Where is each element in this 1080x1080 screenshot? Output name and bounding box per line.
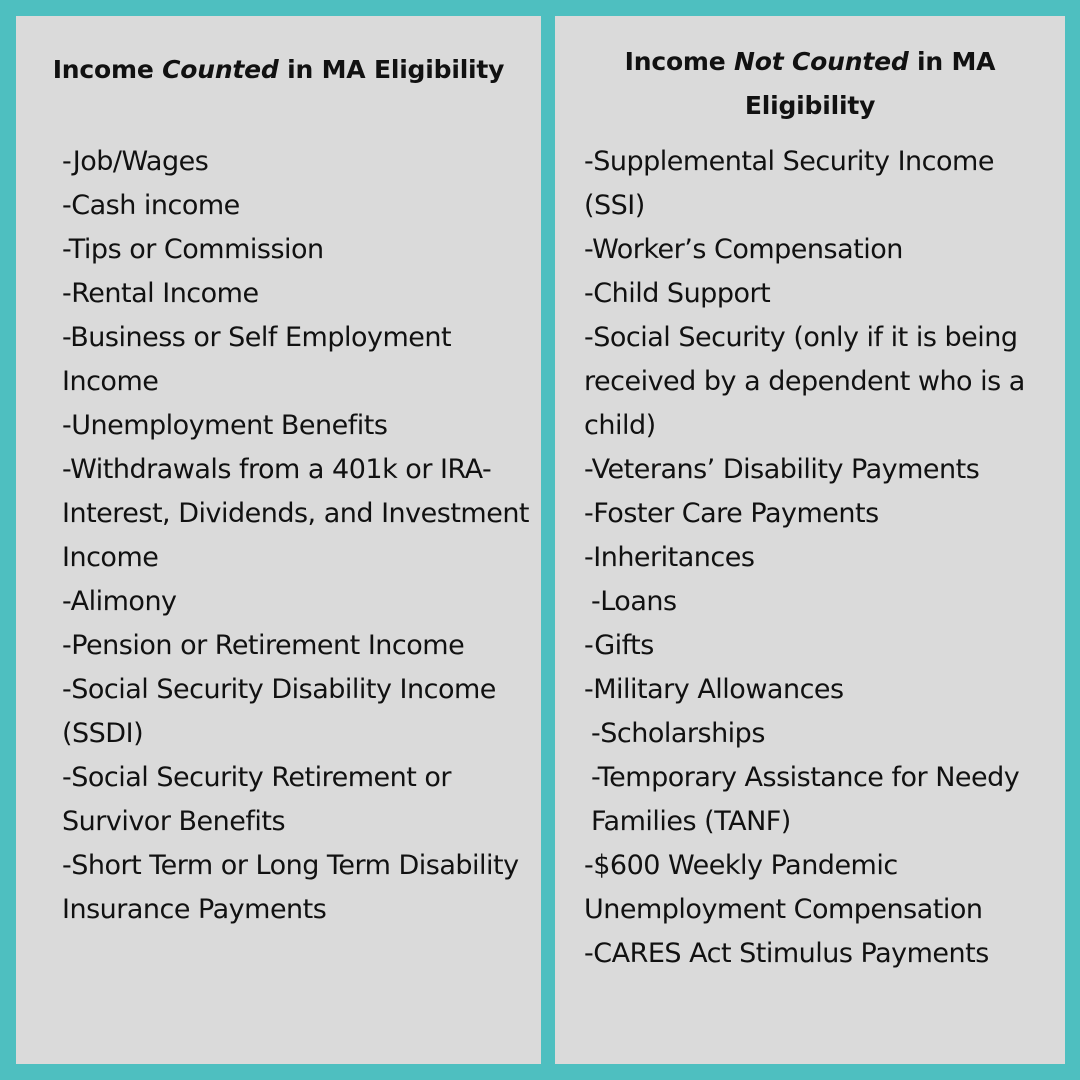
heading-suffix: in MA Eligibility	[278, 55, 505, 84]
not-counted-income-list	[584, 140, 1054, 976]
list-item: -Social Security Retirement or Survivor Benefits	[62, 762, 452, 837]
list-item: -Business or Self Employment Income	[62, 322, 452, 397]
counted-income-list	[62, 140, 532, 932]
heading-emphasis: Not Counted	[734, 47, 909, 76]
list-item: -Supplemental Security Income (SSI)	[584, 146, 994, 221]
list-item: -Child Support	[584, 278, 771, 309]
list-item: -Short Term or Long Term Disability Insurance Payments	[62, 850, 519, 925]
list-item: -Temporary Assistance for Needy Families (TANF)	[591, 762, 1020, 837]
list-item: -Withdrawals from a 401k or IRA-Interest, Dividends, and Investment Income	[62, 454, 530, 573]
list-item: -CARES Act Stimulus Payments	[584, 938, 989, 969]
not-counted-income-heading	[575, 40, 1045, 128]
heading-suffix: in MA Eligibility	[744, 47, 996, 120]
not-counted-income-panel	[555, 16, 1065, 1064]
list-item: -Cash income	[62, 190, 240, 221]
list-item: -Worker’s Compensation	[584, 234, 903, 265]
list-item: -Social Security Disability Income (SSDI)	[62, 674, 496, 749]
list-item: -Job/Wages	[62, 146, 209, 177]
list-item: -Military Allowances	[584, 674, 844, 705]
list-item: -Tips or Commission	[62, 234, 324, 265]
list-item: -Alimony	[62, 586, 177, 617]
list-item: -Foster Care Payments	[584, 498, 879, 529]
list-item: -Gifts	[584, 630, 654, 661]
list-item: -Veterans’ Disability Payments	[584, 454, 980, 485]
list-item: -Inheritances	[584, 542, 755, 573]
list-item: -Rental Income	[62, 278, 259, 309]
list-item: -Unemployment Benefits	[62, 410, 388, 441]
list-item: -Social Security (only if it is being received by a dependent who is a child)	[584, 322, 1025, 441]
list-item: -Scholarships	[591, 718, 765, 749]
counted-income-heading	[16, 48, 541, 92]
counted-income-panel	[16, 16, 541, 1064]
list-item: -Loans	[591, 586, 677, 617]
list-item: -Pension or Retirement Income	[62, 630, 465, 661]
heading-prefix: Income	[624, 47, 735, 76]
list-item: -$600 Weekly Pandemic Unemployment Compensation	[584, 850, 983, 925]
heading-prefix: Income	[52, 55, 163, 84]
heading-emphasis: Counted	[162, 55, 279, 84]
